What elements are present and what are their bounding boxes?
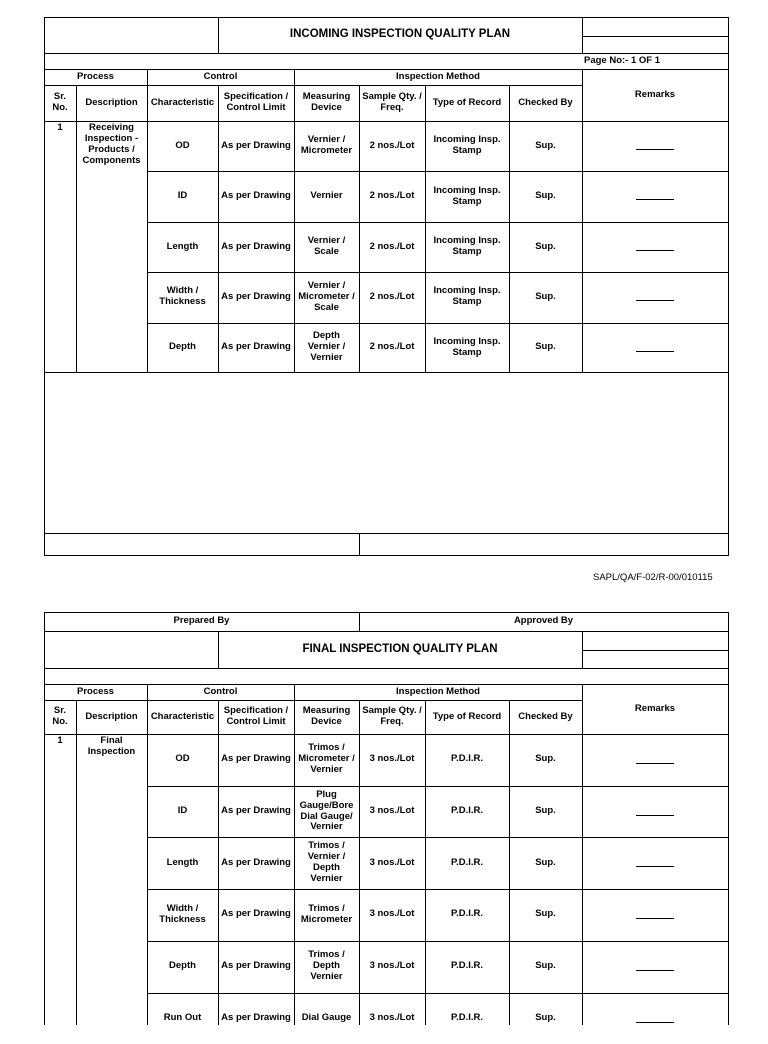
header-inspection-method: Inspection Method	[294, 684, 582, 700]
remarks-blank-line	[636, 918, 674, 919]
table-rule	[44, 555, 729, 556]
row-checked-by: Sup.	[509, 941, 582, 993]
row-measuring-device: Plug Gauge/Bore Dial Gauge/ Vernier	[294, 786, 359, 838]
row-checked-by: Sup.	[509, 323, 582, 373]
row-characteristic: Width / Thickness	[147, 272, 218, 322]
remarks-blank-line	[636, 815, 674, 816]
row-measuring-device: Dial Gauge	[294, 993, 359, 1044]
row-description: Final Inspection	[76, 736, 147, 762]
row-checked-by: Sup.	[509, 734, 582, 786]
row-measuring-device: Vernier	[294, 171, 359, 221]
row-checked-by: Sup.	[509, 993, 582, 1044]
header-control: Control	[147, 69, 294, 85]
table-rule	[147, 222, 729, 223]
remarks-blank-line	[636, 149, 674, 150]
row-sample-qty: 3 nos./Lot	[359, 889, 425, 941]
header-remarks: Remarks	[582, 69, 728, 121]
header-description: Description	[76, 700, 147, 734]
row-type-of-record: Incoming Insp. Stamp	[425, 323, 509, 373]
row-measuring-device: Trimos / Micrometer	[294, 889, 359, 941]
row-type-of-record: P.D.I.R.	[425, 786, 509, 838]
header-process: Process	[44, 69, 147, 85]
row-characteristic: Depth	[147, 941, 218, 993]
table-rule	[147, 171, 729, 172]
row-type-of-record: Incoming Insp. Stamp	[425, 171, 509, 221]
table-rule	[728, 612, 729, 1025]
row-type-of-record: Incoming Insp. Stamp	[425, 222, 509, 272]
row-characteristic: OD	[147, 121, 218, 171]
row-characteristic: ID	[147, 786, 218, 838]
row-specification: As per Drawing	[218, 121, 294, 171]
form-code: SAPL/QA/F-02/R-00/010115	[593, 572, 713, 583]
table-rule	[359, 533, 360, 556]
row-measuring-device: Trimos / Depth Vernier	[294, 941, 359, 993]
header-description: Description	[76, 85, 147, 121]
header-remarks: Remarks	[582, 684, 728, 734]
row-specification: As per Drawing	[218, 837, 294, 889]
header-sr-no: Sr. No.	[44, 700, 76, 734]
row-sr-no: 1	[44, 123, 76, 137]
header-measuring-device: Measuring Device	[294, 700, 359, 734]
row-sample-qty: 2 nos./Lot	[359, 222, 425, 272]
header-sample-qty: Sample Qty. / Freq.	[359, 85, 425, 121]
remarks-blank-line	[636, 866, 674, 867]
table-rule	[147, 993, 729, 994]
row-checked-by: Sup.	[509, 222, 582, 272]
row-specification: As per Drawing	[218, 734, 294, 786]
header-measuring-device: Measuring Device	[294, 85, 359, 121]
row-specification: As per Drawing	[218, 786, 294, 838]
row-checked-by: Sup.	[509, 786, 582, 838]
row-sample-qty: 3 nos./Lot	[359, 734, 425, 786]
table-rule	[147, 889, 729, 890]
row-measuring-device: Vernier / Micrometer	[294, 121, 359, 171]
table-rule	[582, 650, 729, 651]
header-control: Control	[147, 684, 294, 700]
header-checked-by: Checked By	[509, 85, 582, 121]
row-specification: As per Drawing	[218, 272, 294, 322]
header-checked-by: Checked By	[509, 700, 582, 734]
row-characteristic: ID	[147, 171, 218, 221]
approved-by-label: Approved By	[359, 612, 728, 631]
row-specification: As per Drawing	[218, 941, 294, 993]
row-checked-by: Sup.	[509, 889, 582, 941]
header-inspection-method: Inspection Method	[294, 69, 582, 85]
remarks-blank-line	[636, 1022, 674, 1023]
page-title: FINAL INSPECTION QUALITY PLAN	[218, 631, 582, 668]
row-characteristic: Length	[147, 837, 218, 889]
row-type-of-record: P.D.I.R.	[425, 993, 509, 1044]
row-checked-by: Sup.	[509, 121, 582, 171]
remarks-blank-line	[636, 199, 674, 200]
row-characteristic: OD	[147, 734, 218, 786]
row-checked-by: Sup.	[509, 272, 582, 322]
header-type-of-record: Type of Record	[425, 85, 509, 121]
remarks-blank-line	[636, 250, 674, 251]
row-characteristic: Depth	[147, 323, 218, 373]
table-rule	[44, 668, 729, 669]
table-rule	[147, 786, 729, 787]
table-rule	[44, 533, 729, 534]
row-characteristic: Run Out	[147, 993, 218, 1044]
header-specification: Specification / Control Limit	[218, 85, 294, 121]
remarks-blank-line	[636, 300, 674, 301]
table-rule	[582, 36, 729, 37]
header-sr-no: Sr. No.	[44, 85, 76, 121]
row-characteristic: Length	[147, 222, 218, 272]
table-rule	[147, 837, 729, 838]
page-number: Page No:- 1 OF 1	[584, 53, 728, 69]
table-rule	[582, 17, 583, 54]
header-characteristic: Characteristic	[147, 700, 218, 734]
header-type-of-record: Type of Record	[425, 700, 509, 734]
table-rule	[582, 631, 583, 669]
table-rule	[147, 272, 729, 273]
row-measuring-device: Depth Vernier / Vernier	[294, 323, 359, 373]
row-type-of-record: Incoming Insp. Stamp	[425, 121, 509, 171]
header-sample-qty: Sample Qty. / Freq.	[359, 700, 425, 734]
table-rule	[582, 684, 583, 1025]
row-sample-qty: 3 nos./Lot	[359, 786, 425, 838]
row-checked-by: Sup.	[509, 171, 582, 221]
row-characteristic: Width / Thickness	[147, 889, 218, 941]
row-sample-qty: 2 nos./Lot	[359, 272, 425, 322]
header-specification: Specification / Control Limit	[218, 700, 294, 734]
remarks-blank-line	[636, 970, 674, 971]
row-specification: As per Drawing	[218, 171, 294, 221]
table-rule	[44, 612, 45, 1025]
header-characteristic: Characteristic	[147, 85, 218, 121]
row-measuring-device: Vernier / Scale	[294, 222, 359, 272]
row-specification: As per Drawing	[218, 889, 294, 941]
row-sample-qty: 3 nos./Lot	[359, 837, 425, 889]
row-checked-by: Sup.	[509, 837, 582, 889]
table-rule	[728, 17, 729, 556]
header-process: Process	[44, 684, 147, 700]
row-type-of-record: P.D.I.R.	[425, 837, 509, 889]
table-rule	[147, 941, 729, 942]
row-type-of-record: P.D.I.R.	[425, 889, 509, 941]
row-type-of-record: Incoming Insp. Stamp	[425, 272, 509, 322]
row-sr-no: 1	[44, 736, 76, 750]
row-measuring-device: Vernier / Micrometer / Scale	[294, 272, 359, 322]
page-title: INCOMING INSPECTION QUALITY PLAN	[218, 17, 582, 53]
row-specification: As per Drawing	[218, 323, 294, 373]
prepared-by-label: Prepared By	[44, 612, 359, 631]
row-type-of-record: P.D.I.R.	[425, 734, 509, 786]
row-measuring-device: Trimos / Micrometer / Vernier	[294, 734, 359, 786]
row-description: Receiving Inspection - Products / Components	[76, 123, 147, 171]
remarks-blank-line	[636, 351, 674, 352]
table-rule	[147, 323, 729, 324]
row-specification: As per Drawing	[218, 993, 294, 1044]
row-measuring-device: Trimos / Vernier / Depth Vernier	[294, 837, 359, 889]
row-sample-qty: 2 nos./Lot	[359, 171, 425, 221]
row-sample-qty: 2 nos./Lot	[359, 121, 425, 171]
row-specification: As per Drawing	[218, 222, 294, 272]
row-sample-qty: 3 nos./Lot	[359, 941, 425, 993]
row-sample-qty: 3 nos./Lot	[359, 993, 425, 1044]
row-sample-qty: 2 nos./Lot	[359, 323, 425, 373]
row-type-of-record: P.D.I.R.	[425, 941, 509, 993]
remarks-blank-line	[636, 763, 674, 764]
